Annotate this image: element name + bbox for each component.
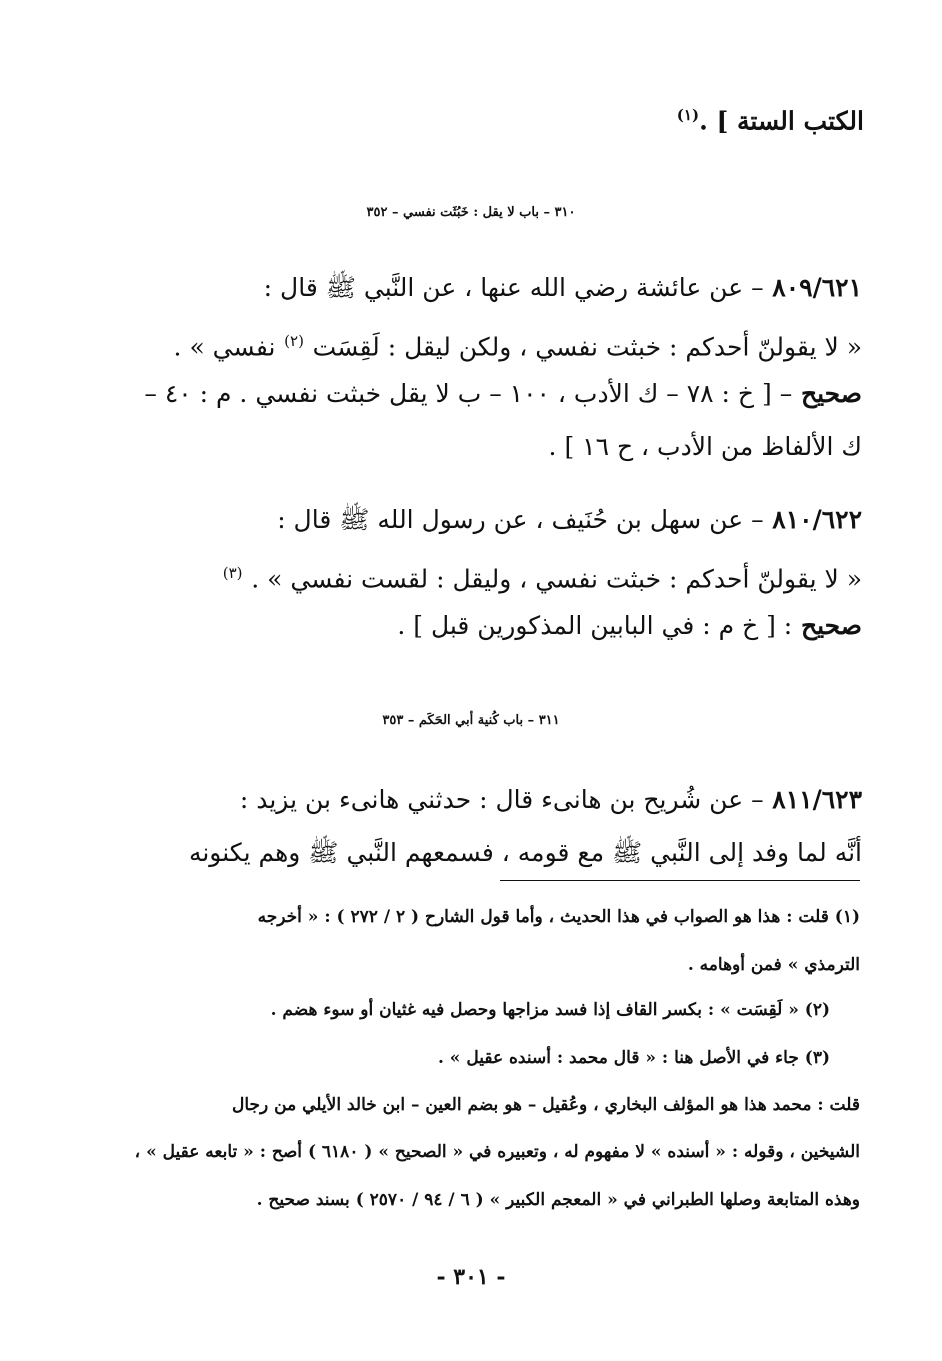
hadith-809-sources-cont: ك الألفاظ من الأدب ، ح ١٦ ] . [548, 432, 862, 461]
hadith-810-number: ٨١٠/٦٢٢ [772, 505, 862, 534]
hadith-809-line3 [144, 374, 862, 414]
footnote-2-text: (٢) « لَقِسَت » : بكسر القاف إذا فسد مزاجها وحصل فيه غثيان أو سوء هضم . [270, 1000, 830, 1020]
hadith-810-line2 [223, 553, 862, 599]
hadith-811-line1 [240, 780, 862, 820]
hadith-809-intro: – عن عائشة رضي الله عنها ، عن النَّبي ﷺ قال : [263, 273, 764, 302]
footnote-3-line2 [232, 1090, 860, 1120]
footnote-ref-1: (١) [676, 106, 700, 124]
hadith-809-line2 [174, 321, 862, 367]
top-continuation [677, 95, 864, 141]
footnote-ref-3: (٣) [222, 564, 243, 582]
footnote-2 [271, 995, 830, 1025]
footnote-1-line1 [258, 902, 860, 932]
hadith-809-line1 [264, 268, 862, 308]
footnote-3-comment-cont: الشيخين ، وقوله : « أسنده » لا مفهوم له ، وتعبيره في « الصحيح » ( ٦١٨٠ ) أصح : « تابعه عقيل » ، [134, 1142, 860, 1162]
hadith-809-text: « لا يقولنّ أحدكم : خبثت نفسي ، ولكن ليقل : لَقِسَت [312, 332, 862, 362]
hadith-810-grade: صحيح [800, 611, 862, 640]
hadith-811-text: أنَّه لما وفد إلى النَّبي ﷺ مع قومه ، فسمعهم النَّبي ﷺ وهم يكنونه [188, 838, 862, 867]
footnote-3-comment: قلت : محمد هذا هو المؤلف البخاري ، وعُقيل – هو بضم العين – ابن خالد الأيلي من رجال [231, 1095, 860, 1115]
page-number: - ٣٠١ - [436, 1264, 506, 1290]
footnote-3 [438, 1043, 830, 1073]
hadith-809-grade: صحيح [800, 379, 862, 408]
chapter-311-heading [60, 696, 882, 746]
continuation-text: الكتب الستة ] . [699, 106, 864, 136]
footnote-3-comment-end: وهذه المتابعة وصلها الطبراني في « المعجم الكبير » ( ٦ / ٩٤ / ٢٥٧٠ ) بسند صحيح . [256, 1190, 860, 1210]
hadith-810-intro: – عن سهل بن حُنَيف ، عن رسول الله ﷺ قال : [277, 505, 764, 534]
hadith-811-number: ٨١١/٦٢٣ [772, 785, 862, 814]
footnote-1-text-cont: الترمذي » فمن أوهامه . [687, 955, 860, 975]
footnote-3-text: (٣) جاء في الأصل هنا : « قال محمد : أسنده عقيل » . [437, 1048, 830, 1068]
hadith-809-line4 [549, 427, 862, 467]
hadith-811-line2 [189, 833, 862, 873]
hadith-810-sources: : [ خ م : في البابين المذكورين قبل ] . [397, 611, 793, 640]
footnote-1-line2 [688, 950, 860, 980]
chapter-311-title: ٣١١ – باب كُنية أبي الحَكَم – ٣٥٣ [382, 713, 560, 728]
chapter-310-heading [60, 188, 882, 238]
hadith-809-text-end: نفسي » . [173, 332, 276, 362]
footnote-separator [500, 880, 860, 881]
hadith-809-sources: – [ خ : ٧٨ – ك الأدب ، ١٠٠ – ب لا يقل خبثت نفسي . م : ٤٠ – [144, 379, 793, 408]
hadith-810-text: « لا يقولنّ أحدكم : خبثت نفسي ، وليقل : لقست نفسي » . [251, 564, 862, 594]
hadith-810-line1 [277, 500, 862, 540]
hadith-810-line3 [397, 606, 862, 646]
hadith-811-intro: – عن شُريح بن هانىء قال : حدثني هانىء بن يزيد : [239, 785, 764, 814]
footnote-3-line4 [257, 1185, 860, 1215]
footnote-3-line3 [135, 1137, 860, 1167]
chapter-310-title: ٣١٠ – باب لا يقل : خَبُثَت نفسي – ٣٥٢ [366, 205, 576, 220]
footnote-1-text: (١) قلت : هذا هو الصواب في هذا الحديث ، وأما قول الشارح ( ٢ / ٢٧٢ ) : « أخرجه [257, 907, 860, 927]
hadith-809-number: ٨٠٩/٦٢١ [772, 273, 862, 302]
footnote-ref-2: (٢) [284, 332, 304, 350]
